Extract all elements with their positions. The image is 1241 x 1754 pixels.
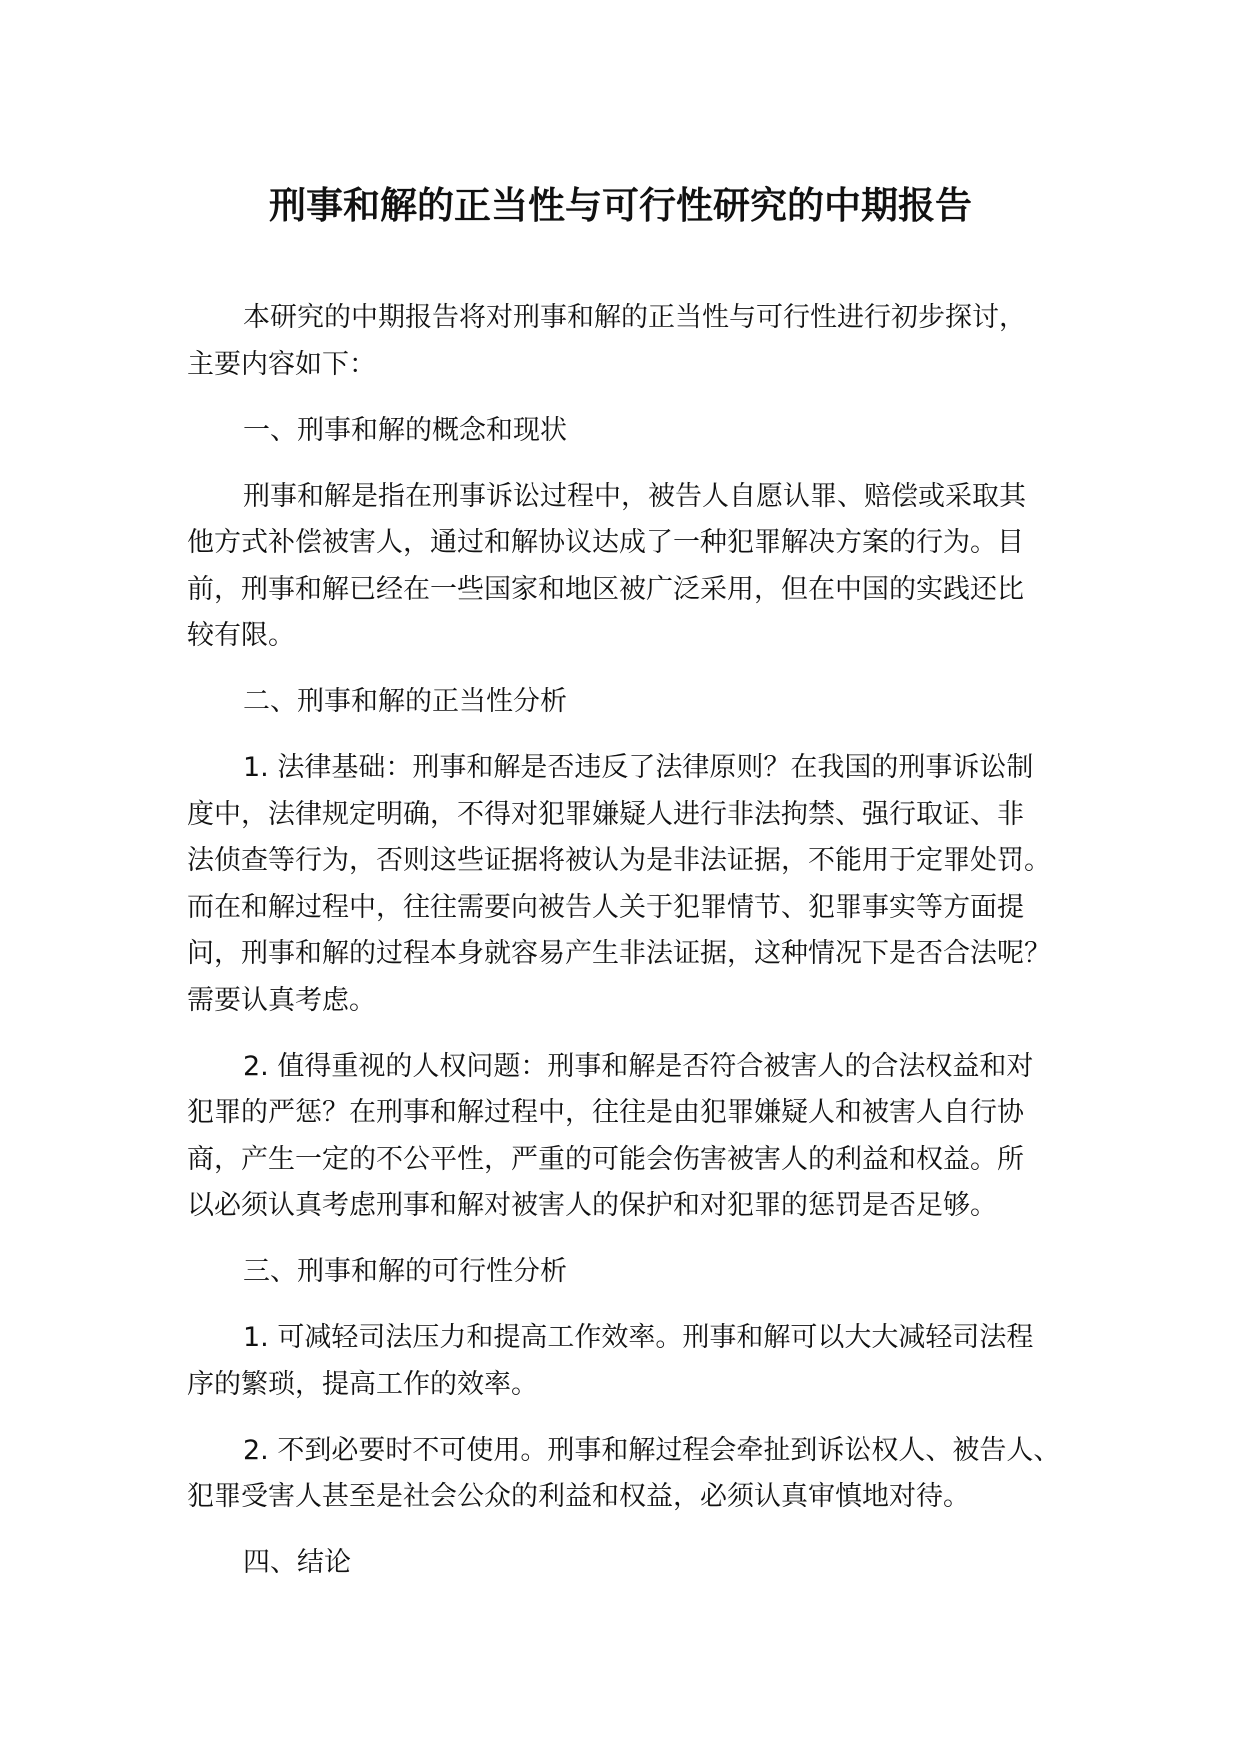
heading-text: 三、刑事和解的可行性分析: [243, 1256, 567, 1287]
legal-basis-paragraph: [187, 745, 1054, 1024]
document-body: [187, 181, 1061, 1606]
document-title: 刑事和解的正当性与可行性研究的中期报告: [269, 184, 972, 227]
text-line: 前，刑事和解已经在一些国家和地区被广泛采用，但在中国的实践还比: [187, 573, 1024, 605]
text-line: 而在和解过程中，往往需要向被告人关于犯罪情节、犯罪事实等方面提: [187, 891, 1024, 923]
text-line: 法侦查等行为，否则这些证据将被认为是非法证据，不能用于定罪处罚。: [187, 845, 1051, 876]
heading-text: 四、结论: [243, 1547, 351, 1578]
text-line: 刑事和解是指在刑事诉讼过程中，被告人自愿认罪、赔偿或采取其: [243, 480, 1026, 512]
text-line: 问，刑事和解的过程本身就容易产生非法证据，这种情况下是否合法呢？: [187, 938, 1051, 969]
section-heading-feasibility: [187, 1249, 1054, 1296]
heading-text: 二、刑事和解的正当性分析: [243, 686, 567, 717]
text-line: 1. 法律基础：刑事和解是否违反了法律原则？在我国的刑事诉讼制: [243, 752, 1034, 783]
text-line: 犯罪受害人甚至是社会公众的利益和权益，必须认真审慎地对待。: [187, 1481, 970, 1512]
section-heading-concept: [187, 408, 1054, 455]
efficiency-paragraph: [187, 1315, 1054, 1408]
heading-text: 一、刑事和解的概念和现状: [243, 414, 567, 446]
text-line: 需要认真考虑。: [187, 984, 376, 1016]
concept-paragraph: [187, 474, 1054, 660]
text-line: 本研究的中期报告将对刑事和解的正当性与可行性进行初步探讨，: [243, 302, 1026, 333]
text-line: 商，产生一定的不公平性，严重的可能会伤害被害人的利益和权益。所: [187, 1143, 1024, 1175]
intro-paragraph: [187, 295, 1054, 388]
text-line: 以必须认真考虑刑事和解对被害人的保护和对犯罪的惩罚是否足够。: [187, 1190, 997, 1221]
human-rights-paragraph: [187, 1044, 1054, 1230]
necessity-paragraph: [187, 1428, 1061, 1521]
text-line: 主要内容如下：: [187, 348, 376, 380]
text-line: 他方式补偿被害人，通过和解协议达成了一种犯罪解决方案的行为。目: [187, 527, 1024, 558]
text-line: 1. 可减轻司法压力和提高工作效率。刑事和解可以大大减轻司法程: [243, 1322, 1034, 1353]
section-heading-conclusion: [187, 1540, 1054, 1587]
text-line: 2. 不到必要时不可使用。刑事和解过程会牵扯到诉讼权人、被告人、: [243, 1434, 1061, 1466]
text-line: 序的繁琐，提高工作的效率。: [187, 1368, 538, 1400]
text-line: 犯罪的严惩？在刑事和解过程中，往往是由犯罪嫌疑人和被害人自行协: [187, 1097, 1024, 1128]
text-line: 2. 值得重视的人权问题：刑事和解是否符合被害人的合法权益和对: [243, 1050, 1034, 1082]
section-heading-legitimacy: [187, 679, 1054, 726]
text-line: 度中，法律规定明确，不得对犯罪嫌疑人进行非法拘禁、强行取证、非: [187, 798, 1024, 830]
text-line: 较有限。: [187, 620, 295, 651]
